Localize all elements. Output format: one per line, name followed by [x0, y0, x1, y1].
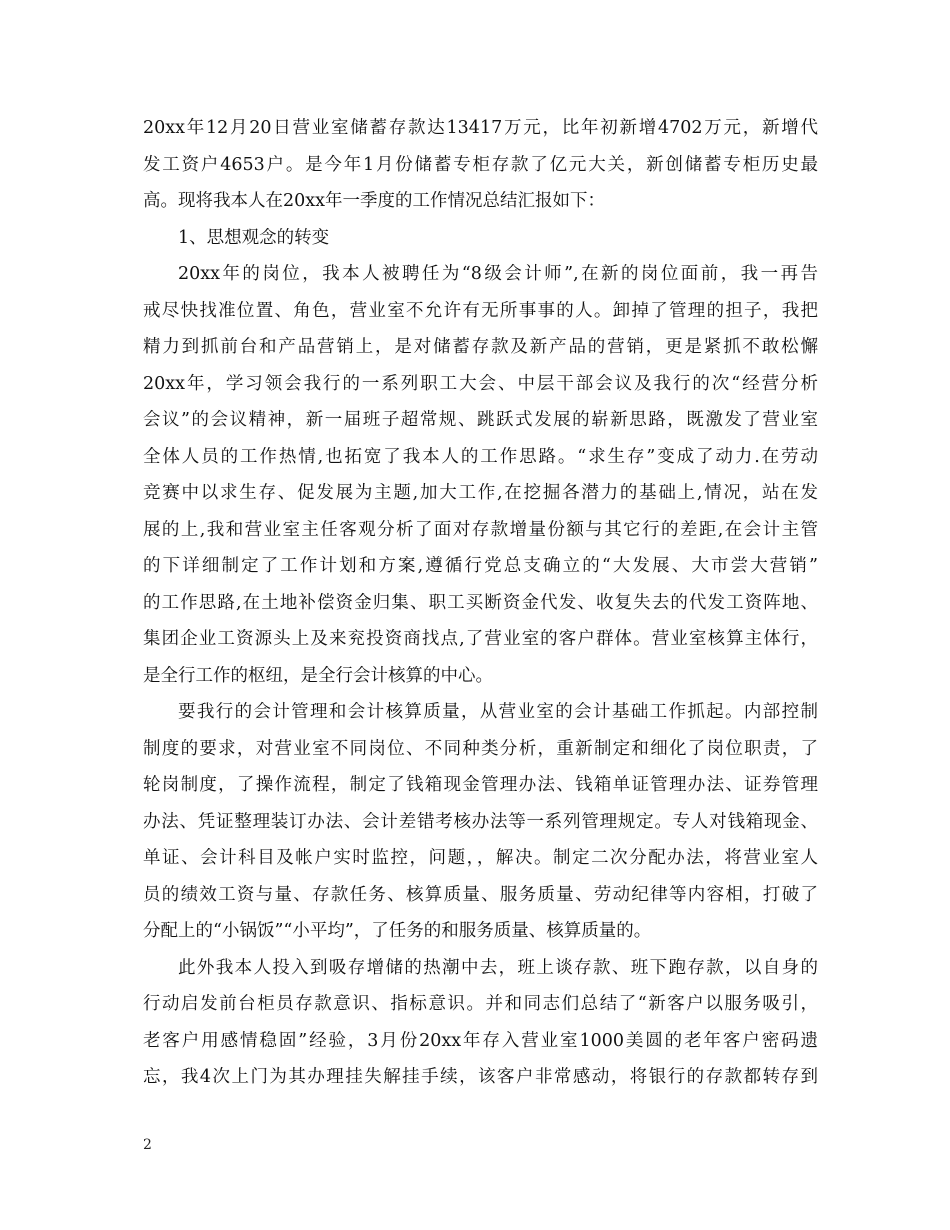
document-body [143, 110, 818, 1096]
text-line: 此外我本人投入到吸存增储的热潮中去，班上谈存款、班下跑存款，以自身的 [178, 957, 818, 978]
text-line: 行动启发前台柜员存款意识、指标意识。并和同志们总结了“新客户以服务吸引， [143, 994, 818, 1014]
section-heading [143, 220, 818, 257]
text-line: 20xx年12月20日营业室储蓄存款达13417万元，比年初新增4702万元，新增代 [143, 118, 818, 138]
text-line: 的工作思路,在土地补偿资金归集、职工买断资金代发、收复失去的代发工资阵地、 [143, 592, 818, 613]
paragraph-mindset [143, 256, 818, 694]
text-line: 展的上,我和营业室主任客观分析了面对存款增量份额与其它行的差距,在会计主管 [143, 519, 818, 540]
text-line: 忘，我4次上门为其办理挂失解挂手续，该客户非常感动，将银行的存款都转存到 [143, 1067, 818, 1087]
text-line: 高。现将我本人在20xx年一季度的工作情况总结汇报如下： [143, 191, 606, 211]
text-line: 单证、会计科目及帐户实时监控，问题，，解决。制定二次分配办法，将营业室人 [143, 848, 818, 868]
paragraph-opening [143, 110, 818, 220]
text-line: 的下详细制定了工作计划和方案,遵循行党总支确立的“大发展、大市尝大营销” [143, 556, 818, 576]
text-line: 全体人员的工作热情,也拓宽了我本人的工作思路。“求生存”变成了动力.在劳动 [143, 446, 818, 467]
text-line: 是全行工作的枢纽，是全行会计核算的中心。 [143, 665, 493, 686]
text-line: 制度的要求，对营业室不同岗位、不同种类分析，重新制定和细化了岗位职责，了 [143, 738, 818, 759]
text-line: 戒尽快找准位置、角色，营业室不允许有无所事事的人。卸掉了管理的担子，我把 [143, 300, 818, 321]
text-line: 办法、凭证整理装订办法、会计差错考核办法等一系列管理规定。专人对钱箱现金、 [143, 811, 818, 832]
text-line: 员的绩效工资与量、存款任务、核算质量、服务质量、劳动纪律等内容相，打破了 [143, 884, 818, 905]
text-line: 竞赛中以求生存、促发展为主题,加大工作,在挖掘各潜力的基础上,情况，站在发 [143, 483, 818, 503]
page-number: 2 [143, 1137, 152, 1153]
text-line: 会议”的会议精神，新一届班子超常规、跳跃式发展的崭新思路，既激发了营业室 [143, 410, 818, 430]
paragraph-deposits [143, 950, 818, 1096]
text-line: 20xx年，学习领会我行的一系列职工大会、中层干部会议及我行的次“经营分析 [143, 373, 818, 394]
text-line: 老客户用感情稳固”经验，3月份20xx年存入营业室1000美圆的老年客户密码遗 [143, 1030, 818, 1051]
paragraph-accounting [143, 694, 818, 950]
heading-text: 1、思想观念的转变 [178, 227, 330, 248]
text-line: 精力到抓前台和产品营销上，是对储蓄存款及新产品的营销，更是紧抓不敢松懈 [143, 337, 818, 357]
text-line: 集团企业工资源头上及来兖投资商找点,了营业室的客户群体。营业室核算主体行， [143, 629, 818, 649]
text-line: 发工资户4653户。是今年1月份储蓄专柜存款了亿元大关，新创储蓄专柜历史最 [143, 154, 818, 175]
text-line: 分配上的“小锅饭”“小平均”，了任务的和服务质量、核算质量的。 [143, 921, 652, 941]
text-line: 轮岗制度，了操作流程，制定了钱箱现金管理办法、钱箱单证管理办法、证券管理 [143, 775, 818, 795]
text-line: 要我行的会计管理和会计核算质量，从营业室的会计基础工作抓起。内部控制 [178, 702, 818, 722]
text-line: 20xx年的岗位，我本人被聘任为“8级会计师”,在新的岗位面前，我一再告 [178, 264, 818, 284]
